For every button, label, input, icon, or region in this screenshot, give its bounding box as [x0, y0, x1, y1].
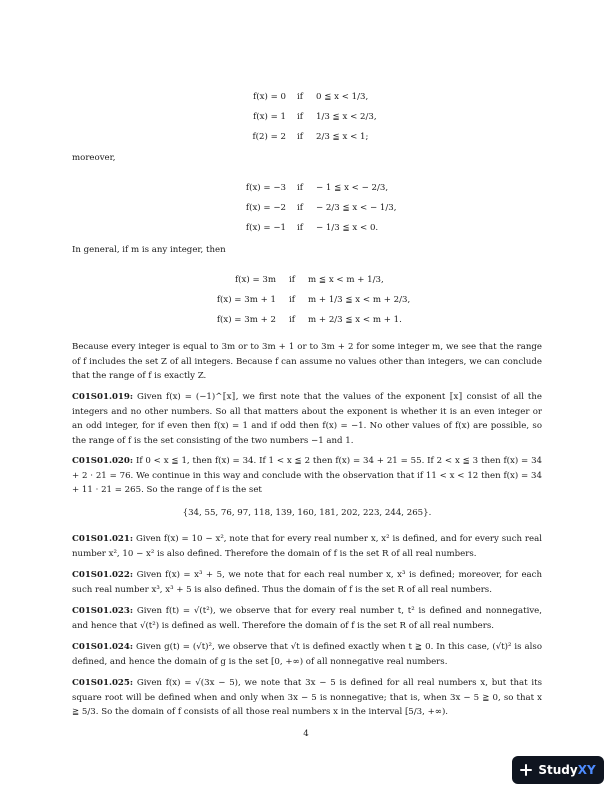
equation-row [0, 312, 612, 328]
equation-row [0, 220, 612, 236]
problem-text: Given f(x) = x³ + 5, we note that for each real number x, x³ is defined; moreover, for each such real number x³, x³ + 5 is also defined. Thus the domain of f is the set R of all real numbers. [72, 570, 543, 595]
equation-row [0, 272, 612, 288]
moreover-text: moreover, [72, 153, 116, 163]
general-intro-text: In general, if m is any integer, then [72, 245, 226, 255]
equation-lhs: f(2) = 2 [252, 132, 286, 142]
equation-if: if [297, 132, 303, 142]
problem-text: Given f(t) = √(t²), we observe that for every real number t, t² is defined and nonnegative, and hence that √(t²) is defined as well. Therefore the domain of f is the set R of all real numbers. [72, 606, 543, 631]
equation-row [0, 200, 612, 216]
equation-lhs: f(x) = 3m + 2 [216, 315, 276, 325]
problem-label: C01S01.022: [72, 570, 134, 580]
range-paragraph: Because every integer is equal to 3m or to 3m + 1 or to 3m + 2 for some integer m, we see that the range of f includes the set Z of all integers. Because f can assume no values other than integers, we can conclude that the range of f is exactly Z. [72, 342, 542, 381]
problem-text: If 0 < x ≦ 1, then f(x) = 34. If 1 < x ≦ 2 then f(x) = 34 + 21 = 55. If 2 < x ≦ 3 then f(x) = 34 + 2 · 21 = 76. We continue in this way and conclude with the observation that if 11 < x < 12 then f(x) = 34 + 11 · 21 = 265. So the range of f is the set [72, 456, 543, 495]
equation-condition: 2/3 ≦ x < 1; [316, 132, 369, 142]
problem-label: C01S01.021: [72, 534, 134, 544]
equation-lhs: f(x) = 3m + 1 [216, 295, 276, 305]
range-set: {34, 55, 76, 97, 118, 139, 160, 181, 202, 223, 244, 265}. [182, 508, 432, 518]
problem-020 [72, 454, 542, 498]
problem-text: Given f(x) = 10 − x², note that for every real number x, x² is defined, and for every such real number x², 10 − x² is also defined. Therefore the domain of f is the set R of all real numbers. [72, 534, 542, 559]
problem-label: C01S01.025: [72, 678, 134, 688]
plus-icon [520, 764, 532, 776]
equation-if: if [297, 183, 303, 193]
equation-if: if [289, 275, 295, 285]
equation-lhs: f(x) = 0 [253, 92, 286, 102]
problem-023 [72, 604, 542, 633]
equation-row [0, 129, 612, 145]
equation-condition: − 1 ≦ x < − 2/3, [316, 183, 389, 193]
equation-row [0, 109, 612, 125]
problem-label: C01S01.020: [72, 456, 134, 466]
problem-021 [72, 532, 542, 561]
page-number: 4 [303, 729, 309, 739]
equation-condition: − 2/3 ≦ x < − 1/3, [316, 203, 397, 213]
problem-label: C01S01.024: [72, 642, 134, 652]
equation-lhs: f(x) = 1 [253, 112, 286, 122]
equation-if: if [297, 112, 303, 122]
problem-024 [72, 640, 542, 669]
problem-label: C01S01.023: [72, 606, 134, 616]
problem-019 [72, 390, 542, 448]
studyxy-badge[interactable] [512, 756, 604, 784]
problem-text: Given g(t) = (√t)², we observe that √t is defined exactly when t ≧ 0. In this case, (√t)² is also defined, and hence the domain of g is the set [0, +∞) of all nonnegative real numbers. [72, 642, 542, 667]
equation-condition: m + 2/3 ≦ x < m + 1. [308, 315, 402, 325]
equation-if: if [289, 295, 295, 305]
equation-lhs: f(x) = −2 [245, 203, 286, 213]
badge-xy: XY [577, 763, 596, 777]
problem-text: Given f(x) = √(3x − 5), we note that 3x − 5 is defined for all real numbers x, but that its square root will be defined when and only when 3x − 5 is nonnegative; that is, when 3x − 5 ≧ 0, so that x ≧ 5/3. So the domain of f consists of all those real numbers x in the interval [5/3, +∞). [72, 678, 542, 717]
badge-study: Study [538, 763, 578, 777]
equation-condition: 1/3 ≦ x < 2/3, [316, 112, 377, 122]
equation-row [0, 180, 612, 196]
equation-condition: m + 1/3 ≦ x < m + 2/3, [308, 295, 411, 305]
equation-if: if [297, 92, 303, 102]
equation-condition: − 1/3 ≦ x < 0. [316, 223, 379, 233]
equation-lhs: f(x) = −1 [245, 223, 286, 233]
equation-row [0, 89, 612, 105]
equation-if: if [297, 223, 303, 233]
equation-if: if [297, 203, 303, 213]
problem-022 [72, 568, 542, 597]
problem-label: C01S01.019: [72, 392, 134, 402]
equation-condition: 0 ≦ x < 1/3, [316, 92, 369, 102]
problem-text: Given f(x) = (−1)^⟦x⟧, we first note that the values of the exponent ⟦x⟧ consist of all the integers and no other numbers. So all that matters about the exponent is whether it is an even integer or an odd integer, for if even then f(x) = 1 and if odd then f(x) = −1. No other values of f(x) are possible, so the range of f is the set consisting of the two numbers −1 and 1. [72, 392, 542, 446]
equation-row [0, 292, 612, 308]
equation-lhs: f(x) = 3m [234, 275, 276, 285]
problem-025 [72, 676, 542, 720]
equation-condition: m ≦ x < m + 1/3, [308, 275, 384, 285]
equation-if: if [289, 315, 295, 325]
equation-lhs: f(x) = −3 [245, 183, 286, 193]
badge-label [538, 763, 595, 777]
